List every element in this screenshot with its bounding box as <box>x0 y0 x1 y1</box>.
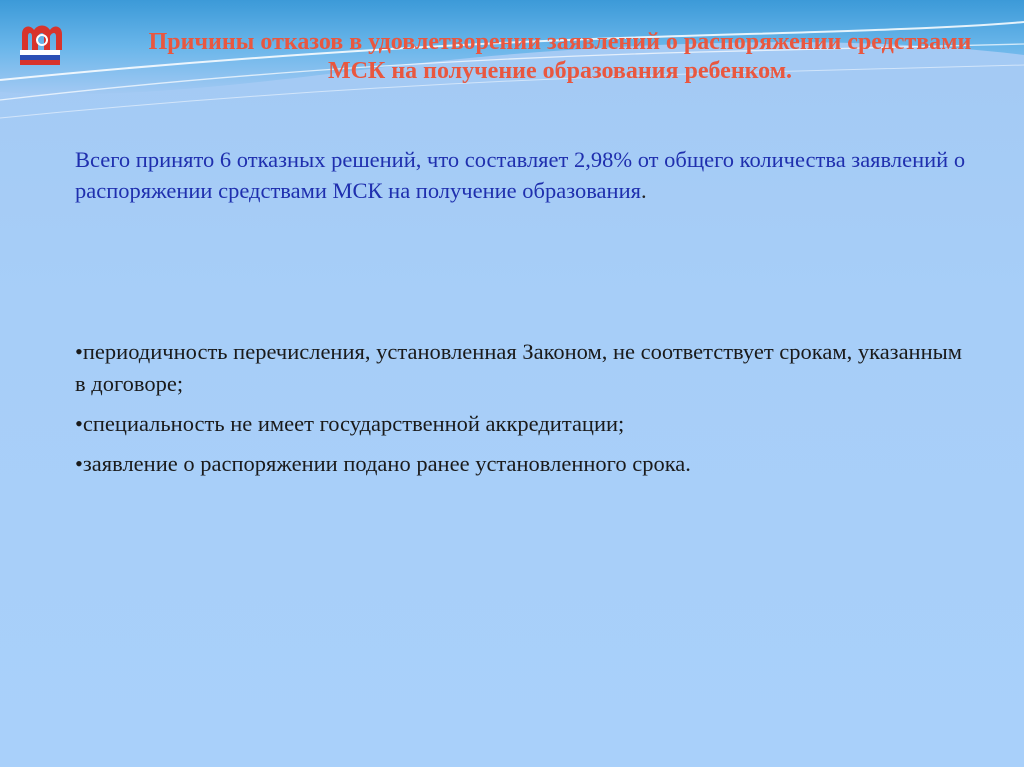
list-item <box>75 408 975 440</box>
intro-period: . <box>640 178 647 203</box>
list-item <box>75 448 975 480</box>
reason-text: заявление о распоряжении подано ранее установленного срока. <box>82 451 691 476</box>
reason-text: периодичность перечисления, установленная Законом, не соответствует срокам, указанным в договоре; <box>75 339 962 396</box>
intro-text: Всего принято 6 отказных решений, что составляет 2,98% от общего количества заявлений о распоряжении средствами МСК на получение образования <box>75 147 966 203</box>
list-item <box>75 336 975 400</box>
refusal-reasons-list <box>75 336 975 488</box>
reason-text: специальность не имеет государственной аккредитации; <box>82 411 625 436</box>
slide-title: Причины отказов в удовлетворении заявлений о распоряжении средствами МСК на получение образования ребенком. <box>148 29 972 84</box>
intro-paragraph <box>75 144 975 206</box>
pfr-logo-icon <box>16 20 68 66</box>
